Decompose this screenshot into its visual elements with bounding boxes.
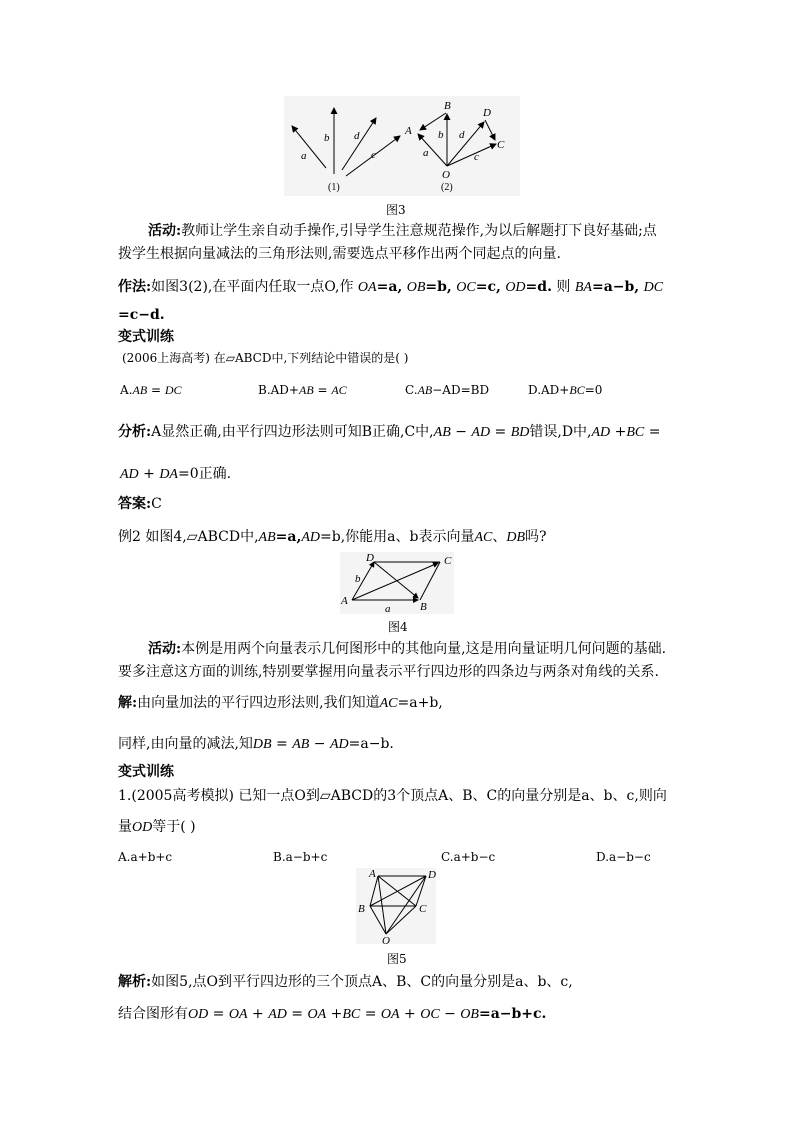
example-2-vec-DB: DB: [506, 530, 526, 545]
analysis-2-vec-5: BC: [342, 1007, 361, 1022]
label-a-1: a: [301, 150, 307, 162]
activity-1-line-2: 拨学生根据向量减法的三角形法则,需要选点平移作出两个同起点的向量.: [118, 246, 561, 262]
analysis-2-line-1: [118, 973, 573, 991]
edge-AB-5: [370, 876, 378, 906]
option-a-eq: =: [147, 383, 165, 397]
method-eq-ab: =a−b,: [591, 279, 640, 295]
solution-vec-AC: AC: [379, 696, 398, 711]
example-2-end: 吗?: [525, 529, 547, 545]
analysis-2-text-1: 如图5,点O到平行四边形的三个顶点A、B、C的向量分别是a、b、c,: [151, 974, 573, 990]
analysis-2-vec-8: OB: [460, 1007, 479, 1022]
analysis-1-head: 分析:: [118, 424, 152, 440]
variant-2-option-d: D.a−b−c: [596, 850, 651, 864]
vec-DC: DC: [643, 280, 664, 295]
figure-3-svg: [284, 96, 520, 196]
variant-1-option-a: [120, 382, 182, 398]
variant-1-option-b: [258, 382, 347, 398]
vector-d-1: [342, 118, 376, 170]
figure-3: [284, 96, 520, 196]
variant-2-option-c: C.a+b−c: [441, 850, 496, 864]
example-2-vec-AB: AB: [258, 530, 276, 545]
variant-1-title: 变式训练: [118, 329, 174, 345]
option-b-label: B.AD+: [258, 383, 299, 397]
analysis-1-vec-6: AD: [120, 467, 139, 482]
analysis-1-vec-3: BD: [510, 425, 530, 440]
analysis-2-eq-3: =: [360, 1006, 381, 1022]
analysis-2-eq-2: =: [286, 1006, 308, 1022]
analysis-1-eq: =: [490, 424, 511, 440]
analysis-1-text-2: 错误,D中,: [529, 424, 592, 440]
label-d-1: d: [354, 130, 360, 142]
label-D-2: D: [483, 107, 491, 119]
analysis-2-text-2: 结合图形有: [118, 1006, 188, 1022]
solution-vec-DB: DB: [252, 737, 272, 752]
option-d-label: D.AD+: [528, 383, 570, 397]
analysis-2-result: =a−b+c.: [478, 1006, 547, 1022]
label-a-2: a: [423, 147, 429, 159]
label-O-5: O: [382, 935, 390, 944]
option-c-label: C.: [405, 383, 418, 397]
analysis-1-plus: +: [610, 424, 627, 440]
activity-1-text-1: 教师让学生亲自动手操作,引导学生注意规范操作,为以后解题打下良好基础;点: [181, 223, 657, 239]
label-D-4: D: [366, 552, 374, 564]
solution-text-2: 同样,由向量的减法,知: [118, 736, 253, 752]
figure-4: [340, 552, 454, 614]
option-c-rest: −AD=BD: [432, 383, 490, 397]
activity-2-line-1: [148, 640, 666, 658]
solution-vec-AB: AB: [292, 737, 310, 752]
method-text-1: 如图3(2),在平面内任取一点O,作: [151, 279, 354, 295]
figure-5: [356, 868, 436, 944]
analysis-1-vec-4: AD: [591, 425, 611, 440]
variant-2-title: 变式训练: [118, 764, 174, 780]
variant-2-question-line-1: 1.(2005高考模拟) 已知一点O到▱ABCD的3个顶点A、B、C的向量分别是a、b、c,则向: [118, 788, 667, 804]
variant-2-q2-suffix: 等于( ): [152, 819, 196, 835]
label-C-2: C: [497, 139, 505, 151]
option-a-vec-1: AB: [132, 383, 148, 397]
variant-2-option-a: A.a+b+c: [118, 850, 173, 864]
activity-2-head: 活动:: [148, 641, 182, 657]
label-B-4: B: [420, 601, 427, 613]
example-2-sep: 、: [492, 529, 507, 545]
activity-2-line-2: 要多注意这方面的训练,特别要掌握用向量表示平行四边形的四条边与两条对角线的关系.: [118, 664, 659, 680]
solution-line-2: [118, 735, 394, 754]
label-a-4: a: [385, 603, 391, 614]
option-a-label: A.: [120, 383, 133, 397]
solution-head: 解:: [118, 695, 138, 711]
figure-4-svg: [340, 552, 454, 614]
variant-1-option-d: [528, 382, 602, 398]
analysis-1-text-3: =0正确.: [177, 466, 232, 482]
edge-OA-5: [378, 876, 386, 934]
vec-OB: OB: [406, 280, 426, 295]
label-b-4: b: [355, 573, 361, 585]
vec-OC: OC: [456, 280, 476, 295]
figure-3-caption: 图3: [386, 203, 406, 217]
analysis-2-eq-1: =: [208, 1006, 229, 1022]
variant-1-question: (2006上海高考) 在▱ABCD中,下列结论中错误的是( ): [122, 351, 409, 365]
solution-eq-1: =a+b,: [397, 695, 443, 711]
example-2-eq-1: =a,: [275, 529, 302, 545]
variant-2-q2-prefix: 量: [118, 819, 132, 835]
label-A-2: A: [405, 125, 412, 137]
solution-eq-3: =a−b.: [348, 736, 394, 752]
figure-4-caption: 图4: [388, 620, 408, 634]
option-b-vec-1: AB: [298, 383, 314, 397]
example-2-text-1: 例2 如图4,▱ABCD中,: [118, 529, 259, 545]
solution-vec-AD: AD: [329, 737, 349, 752]
label-d-2: d: [459, 129, 465, 141]
label-b-2: b: [438, 129, 444, 141]
edge-OC-5: [386, 906, 416, 934]
option-b-eq: =: [313, 383, 332, 397]
analysis-2-vec-6: OA: [380, 1007, 400, 1022]
method-eq-a: =a,: [376, 279, 403, 295]
answer-1: [118, 495, 162, 513]
figure-5-caption: 图5: [387, 952, 407, 966]
activity-1-head: 活动:: [148, 223, 182, 239]
label-B-5: B: [358, 903, 365, 915]
analysis-2-plus-2: +: [326, 1006, 343, 1022]
label-C-4: C: [444, 555, 452, 567]
analysis-2-vec-3: AD: [268, 1007, 287, 1022]
method-line-2: =c−d.: [118, 307, 165, 323]
vec-BA: BA: [574, 280, 592, 295]
example-2-eq-2: =b,你能用a、b表示向量: [320, 529, 475, 545]
label-B-2: B: [444, 100, 451, 112]
analysis-2-minus: −: [439, 1006, 461, 1022]
vector-BA: [420, 113, 446, 130]
analysis-2-vec-2: OA: [228, 1007, 248, 1022]
activity-1-line-1: [148, 222, 657, 240]
analysis-2-plus-3: +: [399, 1006, 421, 1022]
analysis-2-vec-4: OA: [307, 1007, 327, 1022]
label-C-5: C: [419, 903, 427, 915]
analysis-2-plus-1: +: [247, 1006, 269, 1022]
label-O-2: O: [442, 169, 450, 181]
analysis-2-vec-1: OD: [188, 1007, 209, 1022]
analysis-1-eq-2: =: [644, 424, 661, 440]
method-head: 作法:: [118, 279, 152, 295]
method-line-1: [118, 278, 663, 297]
diag-DB: [374, 562, 418, 598]
solution-text-1: 由向量加法的平行四边形法则,我们知道: [137, 695, 380, 711]
example-2: [118, 528, 547, 547]
vec-OA: OA: [357, 280, 377, 295]
option-d-vec-1: BC: [569, 383, 585, 397]
example-2-vec-AD: AD: [301, 530, 320, 545]
method-eq-b: =b,: [425, 279, 452, 295]
analysis-2-head: 解析:: [118, 974, 152, 990]
method-eq-d: =d.: [525, 279, 552, 295]
variant-2-vec-OD: OD: [132, 820, 153, 835]
solution-line-1: [118, 694, 443, 713]
edge-BC: [420, 562, 440, 600]
variant-2-question-line-2: [118, 818, 196, 837]
label-c-2: c: [474, 151, 479, 163]
option-d-rest: =0: [584, 383, 603, 397]
analysis-1-line-1: [118, 423, 660, 442]
analysis-1-vec-2: AD: [471, 425, 491, 440]
figure-5-svg: [356, 868, 436, 944]
analysis-1-line-2: [120, 465, 231, 484]
activity-2-text-1: 本例是用两个向量表示几何图形中的其他向量,这是用向量证明几何问题的基础.: [181, 641, 667, 657]
label-b-1: b: [324, 132, 330, 144]
analysis-1-plus-2: +: [138, 466, 160, 482]
variant-2-option-b: B.a−b+c: [273, 850, 328, 864]
method-eq-c: =c,: [475, 279, 501, 295]
analysis-2-vec-7: OC: [420, 1007, 440, 1022]
analysis-1-vec-5: BC: [626, 425, 645, 440]
solution-eq-2: =: [271, 736, 293, 752]
answer-1-value: C: [151, 496, 162, 512]
vector-DC: [485, 120, 495, 140]
analysis-1-text-1: A显然正确,由平行四边形法则可知B正确,C中,: [151, 424, 434, 440]
sub-caption-2: (2): [441, 182, 453, 193]
option-c-vec-1: AB: [417, 383, 433, 397]
option-a-vec-2: DC: [164, 383, 182, 397]
analysis-2-line-2: [118, 1005, 546, 1024]
example-2-vec-AC: AC: [474, 530, 493, 545]
solution-minus: −: [309, 736, 330, 752]
variant-1-option-c: [405, 382, 489, 398]
analysis-1-vec-7: DA: [159, 467, 178, 482]
label-A-5: A: [369, 868, 376, 880]
option-b-vec-2: AC: [331, 383, 347, 397]
diag-AC: [352, 563, 438, 600]
answer-1-head: 答案:: [118, 496, 152, 512]
label-A-4: A: [341, 595, 348, 607]
analysis-1-minus: −: [450, 424, 472, 440]
label-D-5: D: [428, 869, 436, 881]
method-then: 则: [556, 279, 571, 295]
label-c-1: c: [371, 149, 376, 161]
analysis-1-vec-1: AB: [433, 425, 451, 440]
vec-OD: OD: [505, 280, 526, 295]
sub-caption-1: (1): [328, 182, 340, 193]
vector-a-1: [292, 126, 326, 168]
vector-OC: [447, 144, 496, 166]
